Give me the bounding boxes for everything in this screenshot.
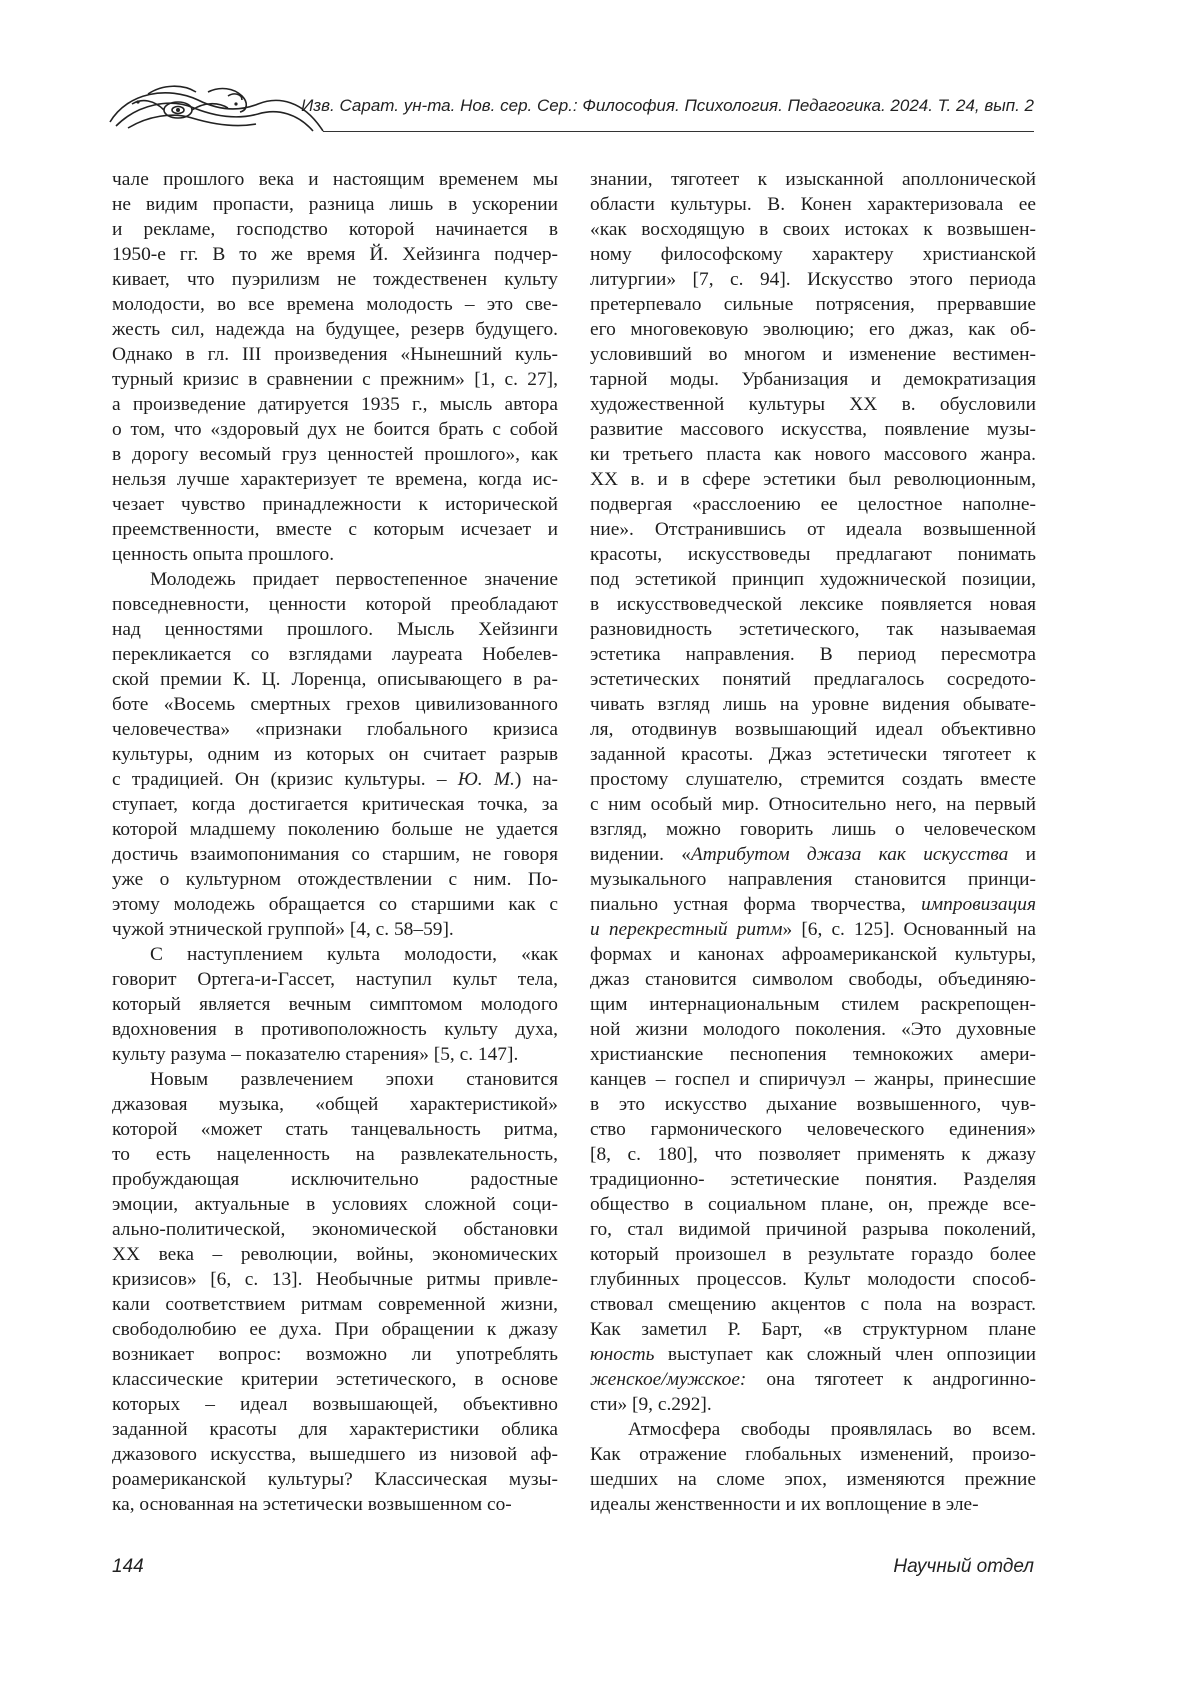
page-number: 144 [112, 1556, 144, 1577]
text-line: эмоции, актуальные в условиях сложной соци- [112, 1194, 558, 1215]
text-line: перекликается со взглядами лауреата Нобелев- [112, 644, 558, 665]
text-line: культу разума – показателю старения» [5, с. 147]. [112, 1044, 519, 1065]
text-line: формах и канонах афроамериканской культуры, [590, 944, 1036, 965]
text-line: с ним особый мир. Относительно него, на первый [590, 794, 1036, 815]
text-line: с традицией. Он (кризис культуры. – Ю. М.) на- [112, 769, 559, 790]
text-line: «как восходящую в своих истоках к возвышен- [590, 219, 1036, 240]
text-line: культуры, одним из которых он считает разрыв [112, 744, 558, 765]
text-line: ствовал смещению акцентов с пола на возраст. [590, 1294, 1036, 1315]
text-line: ля, отодвинув возвышающий идеал объективно [590, 719, 1036, 740]
text-line: которой младшему поколению больше не удается [112, 819, 558, 840]
text-line: чивать взгляд лишь на уровне видения обывате- [590, 694, 1036, 715]
text-line: в искусствоведческой лексике появляется новая [590, 594, 1036, 615]
text-line: развитие массового искусства, появление музы- [590, 419, 1036, 440]
paragraph [112, 567, 558, 942]
text-line: общество в социальном плане, он, прежде все- [590, 1194, 1036, 1215]
text-line: эстетика направления. В период пересмотра [590, 644, 1036, 665]
text-line: то есть нацеленность на развлекательность, [112, 1144, 558, 1165]
text-line: которой «может стать танцевальность ритма, [112, 1119, 558, 1140]
text-line: ному философскому характеру христианской [590, 244, 1036, 265]
text-line: разновидность эстетического, так называемая [590, 619, 1036, 640]
text-line: С наступлением культа молодости, «как [150, 944, 558, 965]
text-line: кали соответствием ритмам современной жизни, [112, 1294, 558, 1315]
text-line: видении. «Атрибутом джаза как искусства и [590, 844, 1037, 865]
text-line: Однако в гл. III произведения «Нынешний куль- [112, 344, 558, 365]
text-line: ние». Отстранившись от идеала возвышенной [590, 519, 1036, 540]
text-line: условивший во многом и изменение вестимен- [590, 344, 1036, 365]
text-line: в дорогу весомый груз ценностей прошлого», как [112, 444, 558, 465]
text-line: джазового искусства, вышедшего из низовой аф- [112, 1444, 558, 1465]
text-line: [8, с. 180], что позволяет применять к джазу [590, 1144, 1036, 1165]
text-line: говорит Ортега-и-Гассет, наступил культ тела, [112, 969, 558, 990]
text-line: который является вечным симптомом молодого [112, 994, 558, 1015]
text-line: классические критерии эстетического, в основе [112, 1369, 558, 1390]
text-line: знании, тяготеет к изысканной аполлонической [590, 169, 1036, 190]
text-line: заданной красоты для характеристики облика [112, 1419, 558, 1440]
text-line: чужой этнической группой» [4, с. 58–59]. [112, 919, 454, 940]
text-line: турный кризис в сравнении с прежним» [1, с. 27], [112, 369, 558, 390]
text-line: христианские песнопения темнокожих амери- [590, 1044, 1036, 1065]
text-line: щим интернациональным стилем раскрепощен- [590, 994, 1036, 1015]
text-line: в это искусство дыхание возвышенного, чув- [590, 1094, 1036, 1115]
text-line: нельзя лучше характеризует те времена, когда ис- [112, 469, 558, 490]
text-line: ской премии К. Ц. Лоренца, описывающего в ра- [112, 669, 558, 690]
text-line: юность выступает как сложный член оппозиции [590, 1344, 1036, 1365]
text-line: Молодежь придает первостепенное значение [150, 569, 558, 590]
text-line: и рекламе, господство которой начинается в [112, 219, 558, 240]
text-line: джазовая музыка, «общей характеристикой» [112, 1094, 558, 1115]
text-line: его многовековую эволюцию; его джаз, как об- [590, 319, 1036, 340]
text-line: шедших на сломе эпох, изменяются прежние [590, 1469, 1036, 1490]
text-line: простому слушателю, стремится создать вместе [590, 769, 1036, 790]
text-line: и перекрестный ритм» [6, с. 125]. Основанный на [590, 919, 1036, 940]
paragraph [590, 1417, 1036, 1517]
paragraph [112, 942, 558, 1067]
journal-citation: Изв. Сарат. ун-та. Нов. сер. Сер.: Философия. Психология. Педагогика. 2024. Т. 24, вып. 2 [301, 96, 1034, 115]
text-line: роамериканской культуры? Классическая музы- [112, 1469, 558, 1490]
text-line: возникает вопрос: возможно ли употреблять [112, 1344, 558, 1365]
text-line: области культуры. В. Конен характеризовала ее [590, 194, 1036, 215]
text-line: глубинных процессов. Культ молодости способ- [590, 1269, 1036, 1290]
text-line: боте «Восемь смертных грехов цивилизованного [112, 694, 558, 715]
text-line: музыкального направления становится принци- [590, 869, 1036, 890]
text-line: традиционно- эстетические понятия. Разделяя [590, 1169, 1036, 1190]
text-line: ценность опыта прошлого. [112, 544, 335, 565]
text-line: вдохновения в противоположность культу духа, [112, 1019, 558, 1040]
text-line: которых – идеал возвышающей, объективно [112, 1394, 558, 1415]
text-line: не видим пропасти, разница лишь в ускорении [112, 194, 558, 215]
text-line: ально-политической, экономической обстановки [112, 1219, 558, 1240]
text-line: Новым развлечением эпохи становится [150, 1069, 558, 1090]
text-line: пробуждающая исключительно радостные [112, 1169, 558, 1190]
text-line: преемственности, вместе с которым исчезает и [112, 519, 558, 540]
text-line: уже о культурном отождествлении с ним. По- [112, 869, 558, 890]
text-line: XX в. и в сфере эстетики был революционным, [590, 469, 1036, 490]
running-header [108, 82, 1034, 136]
text-line: этому молодежь обращается со старшими как с [112, 894, 558, 915]
text-line: кризисов» [6, с. 13]. Необычные ритмы привле- [112, 1269, 558, 1290]
text-line: свободолюбию ее духа. При обращении к джазу [112, 1319, 558, 1340]
text-line: достичь взаимопонимания со старшим, не говоря [112, 844, 558, 865]
text-line: Как отражение глобальных изменений, произо- [590, 1444, 1036, 1465]
right-column [590, 167, 1036, 1517]
left-column [112, 167, 558, 1517]
text-line: XX века – революции, войны, экономических [112, 1244, 558, 1265]
text-line: о том, что «здоровый дух не боится брать с собой [112, 419, 558, 440]
text-line: ной жизни молодого поколения. «Это духовные [590, 1019, 1036, 1040]
text-line: молодости, во все времена молодость – это све- [112, 294, 558, 315]
text-line: чезает чувство принадлежности к исторической [112, 494, 558, 515]
text-line: чале прошлого века и настоящим временем мы [112, 169, 558, 190]
paragraph [112, 167, 558, 567]
text-line: под эстетикой принцип художнической позиции, [590, 569, 1036, 590]
text-line: кивает, что пуэрилизм не тождественен культу [112, 269, 558, 290]
text-line: человечества» «признаки глобального кризиса [112, 719, 558, 740]
text-line: подвергая «расслоению ее целостное наполне- [590, 494, 1036, 515]
text-line: 1950-е гг. В то же время Й. Хейзинга подчер- [112, 244, 558, 265]
text-line: а произведение датируется 1935 г., мысль автора [112, 394, 558, 415]
text-line: претерпевало сильные потрясения, прервавшие [590, 294, 1036, 315]
text-line: красоты, искусствоведы предлагают понимать [590, 544, 1036, 565]
text-line: жесть сил, надежда на будущее, резерв будущего. [112, 319, 558, 340]
text-line: ство гармонического человеческого единения» [590, 1119, 1036, 1140]
text-line: ки третьего пласта как нового массового жанра. [590, 444, 1036, 465]
text-line: повседневности, ценности которой преобладают [112, 594, 558, 615]
text-line: эстетических понятий предлагалось сосредото- [590, 669, 1036, 690]
text-line: заданной красоты. Джаз эстетически тяготеет к [590, 744, 1036, 765]
section-name: Научный отдел [893, 1556, 1034, 1577]
text-line: ступает, когда достигается критическая точка, за [112, 794, 558, 815]
text-line: тарной моды. Урбанизация и демократизация [590, 369, 1036, 390]
text-line: джаз становится символом свободы, объединяю- [590, 969, 1036, 990]
paragraph [112, 1067, 558, 1517]
header-rule [323, 131, 1034, 132]
text-line: над ценностями прошлого. Мысль Хейзинги [112, 619, 558, 640]
text-line: Как заметил Р. Барт, «в структурном плане [590, 1319, 1036, 1340]
text-line: ка, основанная на эстетически возвышенном со- [112, 1494, 512, 1515]
text-line: идеалы женственности и их воплощение в эле- [590, 1494, 979, 1515]
text-line: литургии» [7, с. 94]. Искусство этого периода [590, 269, 1036, 290]
text-line: художественной культуры XX в. обусловили [590, 394, 1036, 415]
text-line: Атмосфера свободы проявлялась во всем. [628, 1419, 1036, 1440]
text-line: пиально устная форма творчества, импровизация [590, 894, 1036, 915]
text-line: сти» [9, с.292]. [590, 1394, 712, 1415]
paragraph [590, 167, 1036, 1417]
text-line: го, стал видимой причиной разрыва поколений, [590, 1219, 1036, 1240]
text-line: взгляд, можно говорить лишь о человеческом [590, 819, 1036, 840]
text-line: канцев – госпел и спиричуэл – жанры, принесшие [590, 1069, 1036, 1090]
text-line: женское/мужское: она тяготеет к андрогинно- [590, 1369, 1036, 1390]
text-line: который произошел в результате гораздо более [590, 1244, 1036, 1265]
